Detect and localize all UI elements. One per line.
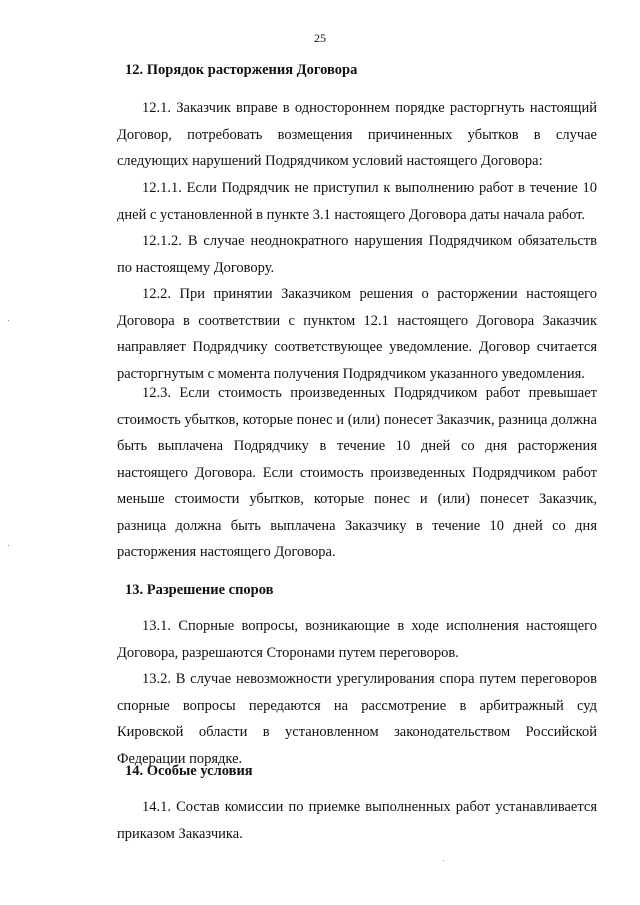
page-number: 25 (314, 31, 326, 45)
paragraph-13-1: 13.1. Спорные вопросы, возникающие в ходе исполнения настоящего Договора, разрешаются Сторонами путем переговоров. (117, 618, 597, 661)
paragraph-12-1-2: 12.1.2. В случае неоднократного нарушения Подрядчиком обязательств по настоящему Договору. (117, 233, 597, 276)
paragraph-13-2: 13.2. В случае невозможности урегулирования спора путем переговоров спорные вопросы передаются на рассмотрение в арбитражный суд Кировской области в установленном законодательством Российской Федерации порядке. (117, 671, 597, 767)
scan-speck (8, 320, 9, 321)
paragraph-14-1: 14.1. Состав комиссии по приемке выполненных работ устанавливается приказом Заказчика. (117, 799, 597, 842)
paragraph-12-2: 12.2. При принятии Заказчиком решения о расторжении настоящего Договора в соответствии с пунктом 12.1 настоящего Договора Заказчик направляет Подрядчику соответствующее уведомление. Договор считается расторгнутым с момента получения Подрядчиком указанного уведомления. (117, 286, 597, 382)
scan-speck (443, 860, 444, 861)
section-13-heading: 13. Разрешение споров (125, 582, 274, 598)
scan-speck (8, 545, 9, 546)
paragraph-12-1: 12.1. Заказчик вправе в одностороннем порядке расторгнуть настоящий Договор, потребовать возмещения причиненных убытков в случае следующих нарушений Подрядчиком условий настоящего Договора: (117, 100, 597, 169)
section-14-heading: 14. Особые условия (125, 763, 253, 779)
paragraph-12-3: 12.3. Если стоимость произведенных Подрядчиком работ превышает стоимость убытков, которые понес и (или) понесет Заказчик, разница должна быть выплачена Подрядчику в течение 10 дней со дня расторжения настоящего Договора. Если стоимость произведенных Подрядчиком работ меньше стоимости убытков, которые понес и (или) понесет Заказчик, разница должна быть выплачена Заказчику в течение 10 дней со дня расторжения настоящего Договора. (117, 385, 597, 560)
paragraph-12-1-1: 12.1.1. Если Подрядчик не приступил к выполнению работ в течение 10 дней с установленной в пункте 3.1 настоящего Договора даты начала работ. (117, 180, 597, 223)
section-12-heading: 12. Порядок расторжения Договора (125, 62, 358, 78)
